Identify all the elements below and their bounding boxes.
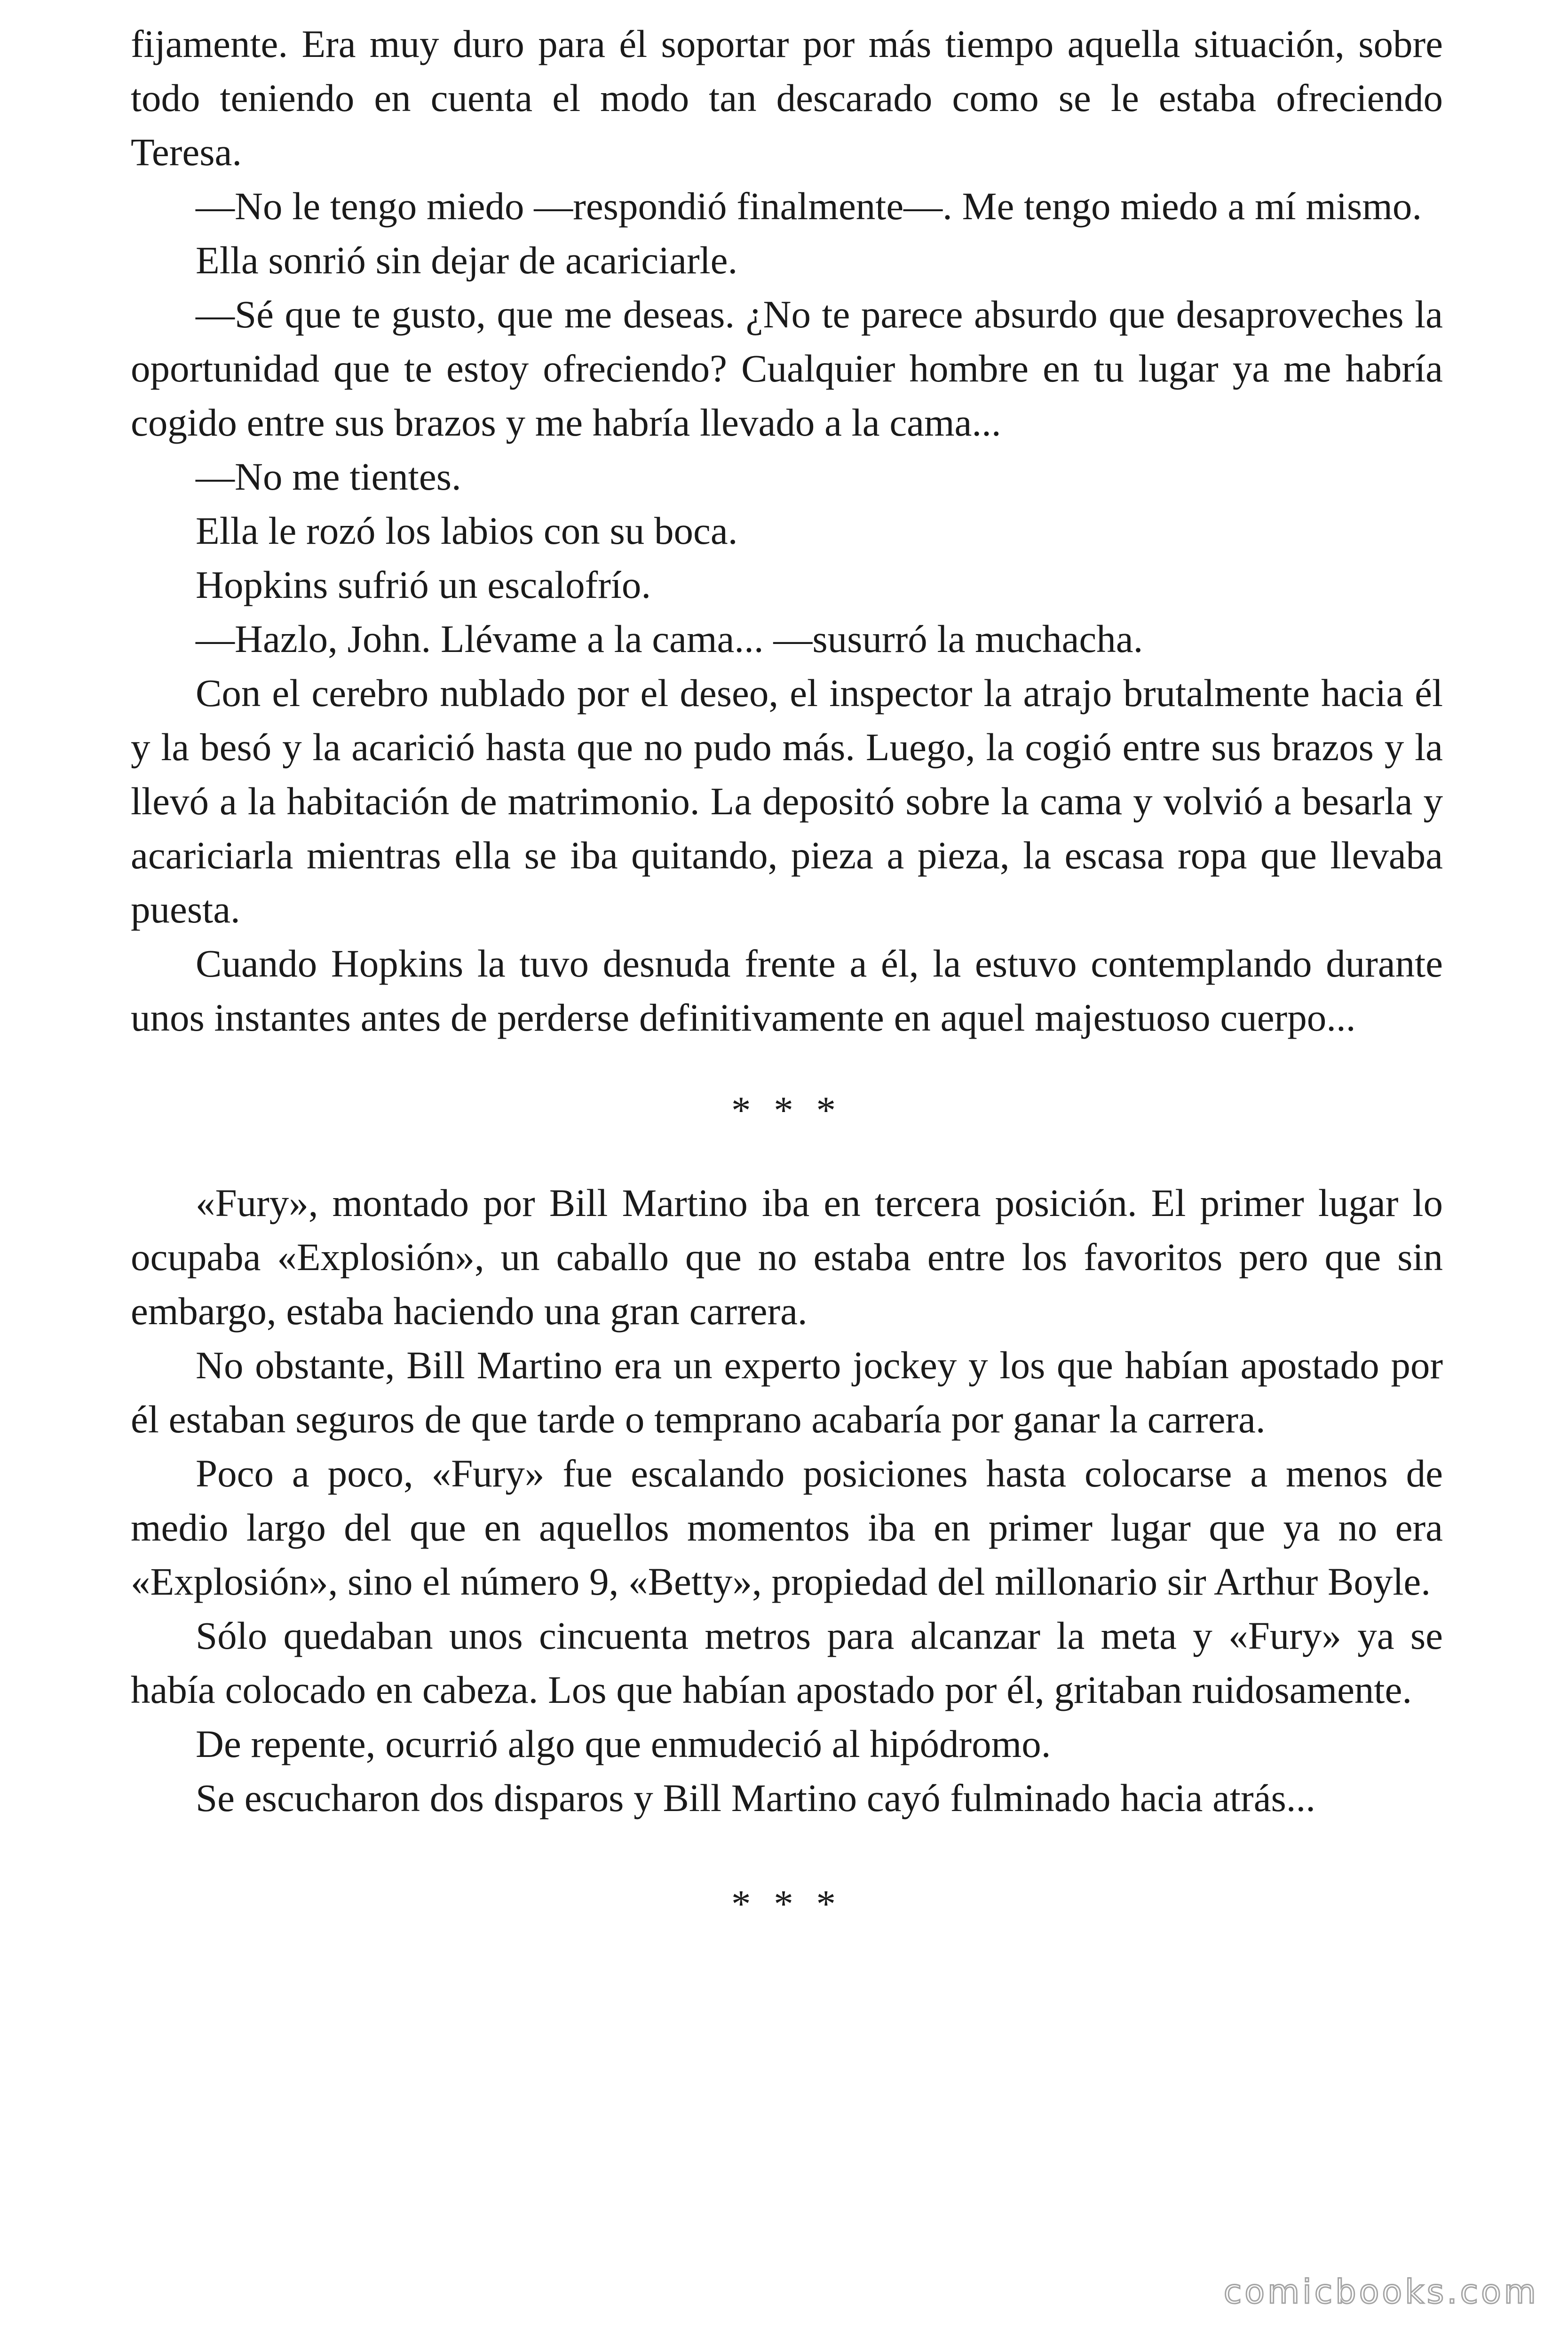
paragraph: —Sé que te gusto, que me deseas. ¿No te parece absurdo que desaproveches la oportunidad que te estoy ofreciendo? Cualquier hombre en tu lugar ya me habría cogido entre sus brazos y me habría llevado a la cama...: [131, 293, 1443, 444]
paragraph: Cuando Hopkins la tuvo desnuda frente a él, la estuvo contemplando durante unos instantes antes de perderse definitivamente en aquel majestuoso cuerpo...: [131, 942, 1443, 1039]
paragraph: Ella sonrió sin dejar de acariciarle.: [196, 238, 738, 282]
paragraph: «Fury», montado por Bill Martino iba en tercera posición. El primer lugar lo ocupaba «Explosión», un caballo que no estaba entre los favoritos pero que sin embargo, estaba haciendo una gran carrera.: [131, 1181, 1443, 1333]
book-page: [131, 17, 1443, 1931]
paragraph: Poco a poco, «Fury» fue escalando posiciones hasta colocarse a menos de medio largo del que en aquellos momentos iba en primer lugar que ya no era «Explosión», sino el número 9, «Betty», propiedad del millonario sir Arthur Boyle.: [131, 1452, 1443, 1603]
paragraph: —No le tengo miedo —respondió finalmente—. Me tengo miedo a mí mismo.: [196, 184, 1422, 228]
paragraph: Se escucharon dos disparos y Bill Martino cayó fulminado hacia atrás...: [196, 1776, 1316, 1820]
paragraph: De repente, ocurrió algo que enmudeció al hipódromo.: [196, 1722, 1051, 1765]
paragraph: fijamente. Era muy duro para él soportar por más tiempo aquella situación, sobre todo teniendo en cuenta el modo tan descarado como se le estaba ofreciendo Teresa.: [131, 22, 1443, 174]
paragraph: Con el cerebro nublado por el deseo, el inspector la atrajo brutalmente hacia él y la besó y la acarició hasta que no pudo más. Luego, la cogió entre sus brazos y la llevó a la habitación de matrimonio. La depositó sobre la cama y volvió a besarla y acariciarla mientras ella se iba quitando, pieza a pieza, la escasa ropa que llevaba puesta.: [131, 671, 1443, 931]
paragraph: Hopkins sufrió un escalofrío.: [196, 563, 651, 606]
watermark: comicbooks.com: [1223, 2273, 1539, 2311]
section-separator: * * *: [731, 1882, 842, 1925]
paragraph: —No me tientes.: [196, 455, 461, 498]
section-separator: * * *: [731, 1089, 842, 1132]
paragraph: No obstante, Bill Martino era un experto jockey y los que habían apostado por él estaban seguros de que tarde o temprano acabaría por ganar la carrera.: [131, 1343, 1443, 1441]
paragraph: Ella le rozó los labios con su boca.: [196, 509, 738, 552]
paragraph: —Hazlo, John. Llévame a la cama... —susurró la muchacha.: [196, 617, 1143, 660]
paragraph: Sólo quedaban unos cincuenta metros para alcanzar la meta y «Fury» ya se había colocado en cabeza. Los que habían apostado por él, gritaban ruidosamente.: [131, 1614, 1443, 1711]
